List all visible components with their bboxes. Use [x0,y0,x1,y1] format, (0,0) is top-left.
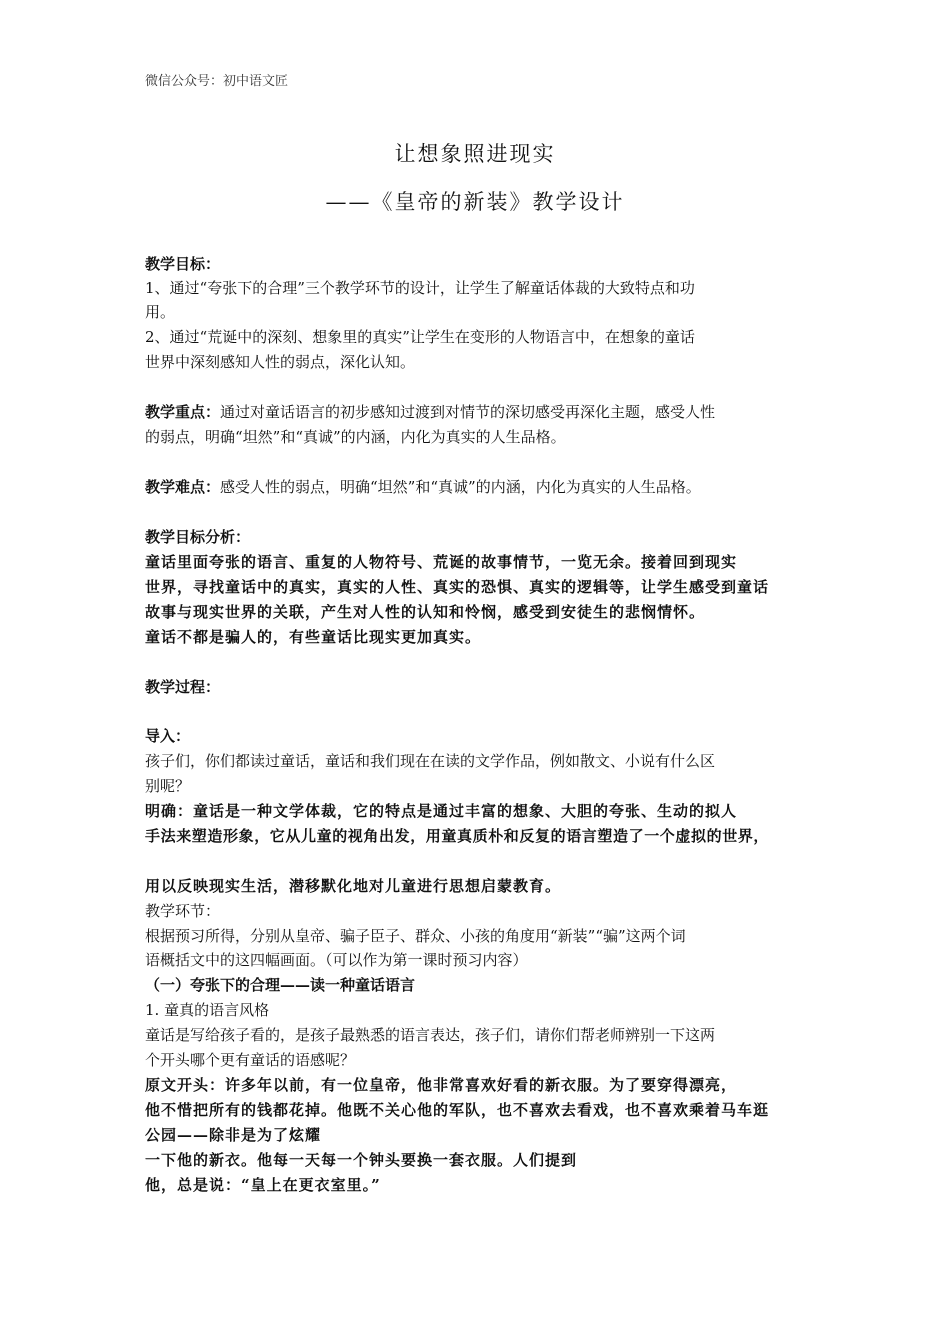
original-line: 原文开头：许多年以前，有一位皇帝，他非常喜欢好看的新衣服。为了要穿得漂亮， [145,1076,738,1094]
key-point-line-2: 的弱点，明确“坦然”和“真诚”的内涵，内化为真实的人生品格。 [145,428,566,446]
objectives-line: 1、通过“夸张下的合理”三个教学环节的设计，让学生了解童话体裁的大致特点和功 [145,279,695,297]
objectives-line: 用。 [145,303,176,321]
analysis-line: 童话不都是骗人的，有些童话比现实更加真实。 [145,628,482,646]
sub1-line: 个开头哪个更有童话的语感呢？ [145,1051,356,1069]
wechat-account-header: 微信公众号：初中语文匠 [145,74,289,89]
key-point-text: 通过对童话语言的初步感知过渡到对情节的深切感受再深化主题，感受人性 [220,403,716,421]
section-line: 根据预习所得，分别从皇帝、骗子臣子、群众、小孩的角度用“新装”“骗”这两个词 [145,927,686,945]
intro-line: 孩子们，你们都读过童话，童话和我们现在在读的文学作品，例如散文、小说有什么区 [145,752,716,770]
objectives-line: 世界中深刻感知人性的弱点，深化认知。 [145,353,416,371]
clarify-line: 明确：童话是一种文学体裁，它的特点是通过丰富的想象、大胆的夸张、生动的拟人 [145,802,738,820]
clarify-line: 用以反映现实生活，潜移默化地对儿童进行思想启蒙教育。 [145,877,562,895]
section-label: 教学环节： [145,902,221,920]
intro-heading: 导入： [145,727,191,745]
process-heading: 教学过程： [145,678,221,696]
key-point-label: 教学重点： [145,403,221,421]
section-line: 语概括文中的这四幅画面。（可以作为第一课时预习内容） [145,951,528,969]
original-line: 他，总是说：“皇上在更衣室里。” [145,1176,381,1194]
analysis-line: 故事与现实世界的关联，产生对人性的认知和怜悯，感受到安徒生的悲悯情怀。 [145,603,706,621]
objectives-heading: 教学目标： [145,255,221,273]
clarify-line: 手法来塑造形象，它从儿童的视角出发，用童真质朴和反复的语言塑造了一个虚拟的世界， [145,827,770,845]
analysis-heading: 教学目标分析： [145,528,251,546]
sub1-line: 童话是写给孩子看的，是孩子最熟悉的语言表达，孩子们，请你们帮老师辨别一下这两 [145,1026,716,1044]
objectives-line: 2、通过“荒诞中的深刻、想象里的真实”让学生在变形的人物语言中，在想象的童话 [145,328,695,346]
intro-line: 别呢？ [145,777,191,795]
difficulty-text: 感受人性的弱点，明确“坦然”和“真诚”的内涵，内化为真实的人生品格。 [220,478,701,496]
document-title: 让想象照进现实 [394,142,556,166]
analysis-line: 童话里面夸张的语言、重复的人物符号、荒诞的故事情节，一览无余。接着回到现实 [145,553,738,571]
difficulty-label: 教学难点： [145,478,221,496]
original-line: 公园——除非是为了炫耀 [145,1126,322,1144]
difficulty-line [145,477,701,497]
part1-title: （一）夸张下的合理——读一种童话语言 [145,976,416,994]
sub1-title: 1. 童真的语言风格 [145,1001,270,1019]
original-line: 一下他的新衣。他每一天每一个钟头要换一套衣服。人们提到 [145,1151,578,1169]
document-subtitle: ——《皇帝的新装》教学设计 [325,190,625,214]
original-line: 他不惜把所有的钱都花掉。他既不关心他的军队，也不喜欢去看戏，也不喜欢乘着马车逛 [145,1101,770,1119]
analysis-line: 世界，寻找童话中的真实，真实的人性、真实的恐惧、真实的逻辑等，让学生感受到童话 [145,578,770,596]
key-point-line [145,402,715,422]
